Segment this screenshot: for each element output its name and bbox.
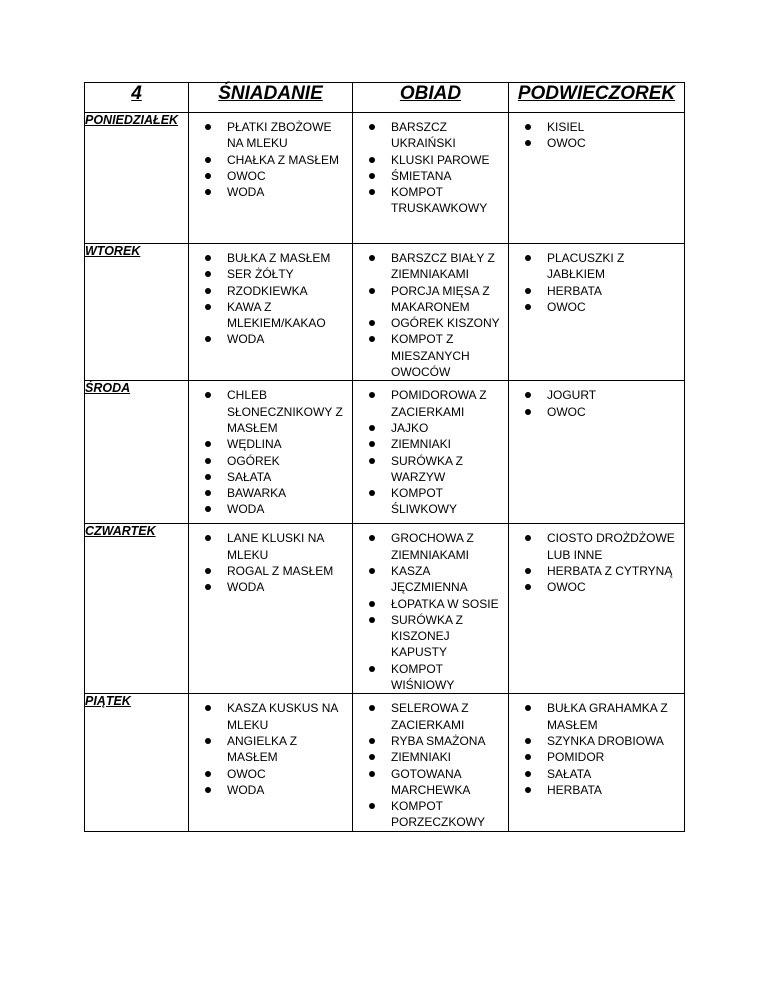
- day-name: CZWARTEK: [85, 524, 189, 694]
- day-row: [85, 524, 685, 694]
- menu-item: KOMPOT ŚLIWKOWY: [353, 485, 504, 518]
- breakfast-list: [189, 113, 352, 200]
- menu-item: PLACUSZKI Z JABŁKIEM: [509, 250, 680, 283]
- menu-item: OGÓREK KISZONY: [353, 315, 504, 331]
- menu-item: WODA: [189, 184, 348, 200]
- day-row: [85, 694, 685, 832]
- menu-item: BAWARKA: [189, 485, 348, 501]
- snack-list: [509, 694, 684, 798]
- menu-item: RYBA SMAŻONA: [353, 733, 504, 749]
- breakfast-cell: [189, 524, 353, 694]
- day-name: ŚRODA: [85, 381, 189, 524]
- menu-item: WODA: [189, 331, 348, 347]
- lunch-cell: [353, 244, 509, 381]
- menu-item: BARSZCZ UKRAIŃSKI: [353, 119, 504, 152]
- menu-item: OWOC: [509, 404, 680, 420]
- breakfast-cell: [189, 244, 353, 381]
- day-row: [85, 244, 685, 381]
- snack-list: [509, 244, 684, 315]
- menu-item: GOTOWANA MARCHEWKA: [353, 766, 504, 799]
- menu-item: ROGAL Z MASŁEM: [189, 563, 348, 579]
- menu-item: PORCJA MIĘSA Z MAKARONEM: [353, 283, 504, 316]
- menu-item: KASZA JĘCZMIENNA: [353, 563, 504, 596]
- menu-item: CIOSTO DROŻDŻOWE LUB INNE: [509, 530, 680, 563]
- lunch-cell: [353, 381, 509, 524]
- menu-item: WODA: [189, 782, 348, 798]
- menu-item: POMIDOROWA Z ZACIERKAMI: [353, 387, 504, 420]
- menu-item: ŁOPATKA W SOSIE: [353, 596, 504, 612]
- snack-list: [509, 381, 684, 420]
- menu-item: RZODKIEWKA: [189, 283, 348, 299]
- menu-item: BARSZCZ BIAŁY Z ZIEMNIAKAMI: [353, 250, 504, 283]
- lunch-cell: [353, 113, 509, 244]
- lunch-list: [353, 694, 508, 830]
- day-name: PIĄTEK: [85, 694, 189, 832]
- menu-item: CHLEB SŁONECZNIKOWY Z MASŁEM: [189, 387, 348, 436]
- menu-item: HERBATA Z CYTRYNĄ: [509, 563, 680, 579]
- menu-item: OWOC: [509, 135, 680, 151]
- lunch-list: [353, 113, 508, 217]
- snack-cell: [509, 113, 685, 244]
- menu-item: PŁATKI ZBOŻOWE NA MLEKU: [189, 119, 348, 152]
- breakfast-list: [189, 381, 352, 517]
- menu-item: KASZA KUSKUS NA MLEKU: [189, 700, 348, 733]
- snack-cell: [509, 381, 685, 524]
- lunch-cell: [353, 524, 509, 694]
- menu-item: BUŁKA GRAHAMKA Z MASŁEM: [509, 700, 680, 733]
- menu-item: OWOC: [509, 579, 680, 595]
- menu-item: SER ŻÓŁTY: [189, 266, 348, 282]
- snack-cell: [509, 244, 685, 381]
- menu-item: WODA: [189, 501, 348, 517]
- snack-list: [509, 524, 684, 595]
- menu-item: SURÓWKA Z WARZYW: [353, 453, 504, 486]
- menu-item: OWOC: [189, 766, 348, 782]
- day-row: [85, 381, 685, 524]
- menu-item: CHAŁKA Z MASŁEM: [189, 152, 348, 168]
- menu-item: BUŁKA Z MASŁEM: [189, 250, 348, 266]
- menu-item: KOMPOT TRUSKAWKOWY: [353, 184, 504, 217]
- menu-item: OWOC: [189, 168, 348, 184]
- menu-item: KOMPOT WIŚNIOWY: [353, 661, 504, 694]
- breakfast-list: [189, 524, 352, 595]
- menu-item: SELEROWA Z ZACIERKAMI: [353, 700, 504, 733]
- menu-item: JOGURT: [509, 387, 680, 403]
- lunch-list: [353, 244, 508, 380]
- breakfast-cell: [189, 113, 353, 244]
- weekly-menu-table: [84, 82, 685, 832]
- menu-item: ANGIELKA Z MASŁEM: [189, 733, 348, 766]
- header-lunch: OBIAD: [353, 83, 509, 113]
- header-number: 4: [85, 83, 189, 113]
- menu-item: HERBATA: [509, 782, 680, 798]
- menu-item: LANE KLUSKI NA MLEKU: [189, 530, 348, 563]
- menu-item: KOMPOT Z MIESZANYCH OWOCÓW: [353, 331, 504, 380]
- lunch-list: [353, 524, 508, 693]
- menu-item: SZYNKA DROBIOWA: [509, 733, 680, 749]
- snack-cell: [509, 524, 685, 694]
- breakfast-list: [189, 244, 352, 348]
- header-breakfast: ŚNIADANIE: [189, 83, 353, 113]
- menu-item: SURÓWKA Z KISZONEJ KAPUSTY: [353, 612, 504, 661]
- menu-item: JAJKO: [353, 420, 504, 436]
- menu-item: WĘDLINA: [189, 436, 348, 452]
- breakfast-cell: [189, 381, 353, 524]
- menu-item: HERBATA: [509, 283, 680, 299]
- header-snack: PODWIECZOREK: [509, 83, 685, 113]
- menu-item: SAŁATA: [509, 766, 680, 782]
- menu-item: KLUSKI PAROWE: [353, 152, 504, 168]
- menu-item: KOMPOT PORZECZKOWY: [353, 798, 504, 831]
- menu-item: WODA: [189, 579, 348, 595]
- menu-item: GROCHOWA Z ZIEMNIAKAMI: [353, 530, 504, 563]
- menu-item: SAŁATA: [189, 469, 348, 485]
- breakfast-list: [189, 694, 352, 798]
- menu-item: POMIDOR: [509, 749, 680, 765]
- day-name: PONIEDZIAŁEK: [85, 113, 189, 244]
- menu-item: ZIEMNIAKI: [353, 749, 504, 765]
- menu-item: OWOC: [509, 299, 680, 315]
- lunch-list: [353, 381, 508, 517]
- snack-cell: [509, 694, 685, 832]
- menu-item: ŚMIETANA: [353, 168, 504, 184]
- menu-item: KISIEL: [509, 119, 680, 135]
- menu-item: ZIEMNIAKI: [353, 436, 504, 452]
- day-row: [85, 113, 685, 244]
- lunch-cell: [353, 694, 509, 832]
- snack-list: [509, 113, 684, 152]
- day-name: WTOREK: [85, 244, 189, 381]
- header-row: [85, 83, 685, 113]
- menu-item: OGÓREK: [189, 453, 348, 469]
- menu-item: KAWA Z MLEKIEM/KAKAO: [189, 299, 348, 332]
- breakfast-cell: [189, 694, 353, 832]
